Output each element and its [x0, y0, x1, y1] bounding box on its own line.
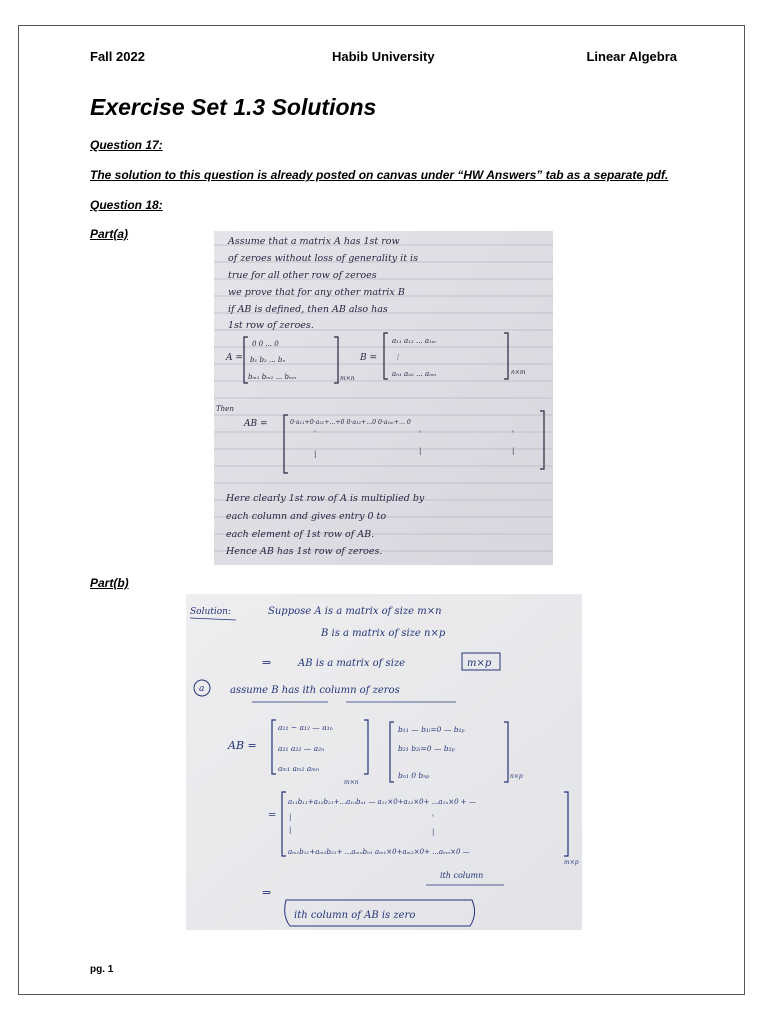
part-a-line-2: of zeroes without loss of generality it is	[228, 253, 418, 264]
part-b-result-dot-1: |	[289, 813, 292, 821]
matrix-ab-dot-5: '	[512, 430, 514, 438]
part-b-ab-label: AB =	[228, 739, 257, 752]
part-a-conclusion-4: Hence AB has 1st row of zeroes.	[226, 546, 383, 557]
part-b-ith-column: ith column	[440, 871, 484, 880]
part-b-result-row-2: aₘ₁b₁₁+aₘ₂b₂₁+ ...aₘₙbₙ₁ aₘ₁×0+aₘ₂×0+ ...aₘₙ×0 —	[288, 848, 470, 856]
part-a-line-6: 1st row of zeroes.	[228, 320, 314, 331]
part-b-result-dot-3: '	[432, 814, 434, 822]
matrix-ab-dot-1: '	[314, 430, 316, 438]
part-b-result-size: m×p	[564, 859, 579, 866]
part-a-label: Part(a)	[90, 227, 129, 241]
header-term: Fall 2022	[90, 49, 145, 64]
matrix-ab-label: AB =	[244, 419, 268, 429]
part-a-line-4: we prove that for any other matrix B	[228, 287, 405, 298]
matrix-ab-row-1: 0·a₁₁+0·a₂₁+...+0 0·a₁₂+...0 0·a₁ₘ+... 0	[290, 419, 411, 426]
matrix-b-row-2: ⋮	[394, 353, 401, 361]
part-a-line-3: true for all other row of zeroes	[228, 270, 377, 281]
part-b-result-row-1: a₁₁b₁₁+a₁₂b₂₁+...a₁ₙbₙ₁ — a₁₁×0+a₁₂×0+ ...a₁ₙ×0 + —	[288, 798, 476, 806]
matrix-ab-dot-2: |	[314, 450, 317, 458]
part-b-label: Part(b)	[90, 576, 129, 590]
matrix-a-label: A =	[226, 353, 243, 363]
page-title: Exercise Set 1.3 Solutions	[90, 94, 377, 120]
part-b-matrix-b-size: n×p	[510, 773, 523, 780]
matrix-b-label: B =	[360, 353, 378, 363]
question-17-label: Question 17:	[90, 138, 163, 152]
part-a-line-5: if AB is defined, then AB also has	[228, 304, 388, 315]
part-b-matrix-b-row-1: b₁₁ — b₁ᵢ=0 — b₁ₚ	[398, 725, 465, 734]
matrix-b-size: n×m	[511, 369, 526, 376]
matrix-b-row-3: aₙ₁ aₙ₂ ... aₙₘ	[392, 370, 437, 378]
matrix-ab-dot-6: |	[512, 447, 515, 455]
part-b-matrix-a-row-2: a₂₁ a₂₂ — a₂ₙ	[278, 744, 325, 753]
matrix-a-row-1: 0 0 ... 0	[252, 340, 279, 348]
part-a-line-1: Assume that a matrix A has 1st row	[228, 236, 400, 247]
part-b-handwritten-image	[186, 594, 582, 930]
part-b-arrow-1: ⇒	[262, 656, 272, 669]
part-b-solution: Solution:	[190, 607, 232, 617]
part-a-conclusion-3: each element of 1st row of AB.	[226, 529, 375, 540]
part-b-boxed-size: m×p	[467, 658, 492, 669]
part-b-line-1: Suppose A is a matrix of size m×n	[268, 606, 442, 617]
part-b-matrix-b-row-2: b₂₁ b₂ᵢ=0 — b₂ₚ	[398, 744, 455, 753]
question-17-text: The solution to this question is already posted on canvas under “HW Answers” tab as a separate pdf.	[90, 168, 669, 182]
matrix-a-row-3: bₘ₁ bₘ₂ ... bₘₙ	[248, 373, 297, 381]
question-18-label: Question 18:	[90, 198, 163, 212]
part-b-matrix-a-row-1: a₁₁ − a₁₂ — a₁ₙ	[278, 723, 333, 732]
part-b-matrix-a-size: m×n	[344, 779, 359, 786]
part-b-matrix-b-row-3: bₙ₁ 0 bₙₚ	[398, 771, 430, 780]
part-b-arrow-2: ⇒	[262, 886, 272, 899]
matrix-ab-dot-4: |	[419, 447, 422, 455]
matrix-ab-dot-3: '	[419, 430, 421, 438]
part-a-handwritten-image	[214, 231, 553, 565]
part-b-matrix-a-row-3: aₘ₁ aₘ₂ aₘₙ	[278, 764, 320, 773]
part-b-result-dot-2: |	[289, 826, 292, 834]
part-b-line-3: AB is a matrix of size	[298, 658, 406, 669]
matrix-a-size: m×n	[340, 375, 355, 382]
part-b-result-dot-4: |	[432, 828, 435, 836]
part-a-conclusion-2: each column and gives entry 0 to	[226, 511, 387, 522]
part-b-conclusion: ith column of AB is zero	[294, 910, 416, 921]
matrix-a-row-2: b₁ b₂ ... bₙ	[250, 356, 286, 364]
matrix-b-row-1: a₁₁ a₁₂ ... a₁ₘ	[392, 337, 437, 345]
part-b-equals: =	[268, 810, 277, 821]
part-a-then: Then	[216, 405, 234, 413]
part-a-conclusion-1: Here clearly 1st row of A is multiplied by	[226, 493, 425, 504]
header-university: Habib University	[332, 49, 435, 64]
part-b-marker: a	[199, 684, 205, 694]
page-number: pg. 1	[90, 964, 114, 975]
part-b-assume: assume B has ith column of zeros	[230, 685, 400, 696]
part-b-line-2: B is a matrix of size n×p	[321, 628, 446, 639]
header-course: Linear Algebra	[586, 49, 677, 64]
